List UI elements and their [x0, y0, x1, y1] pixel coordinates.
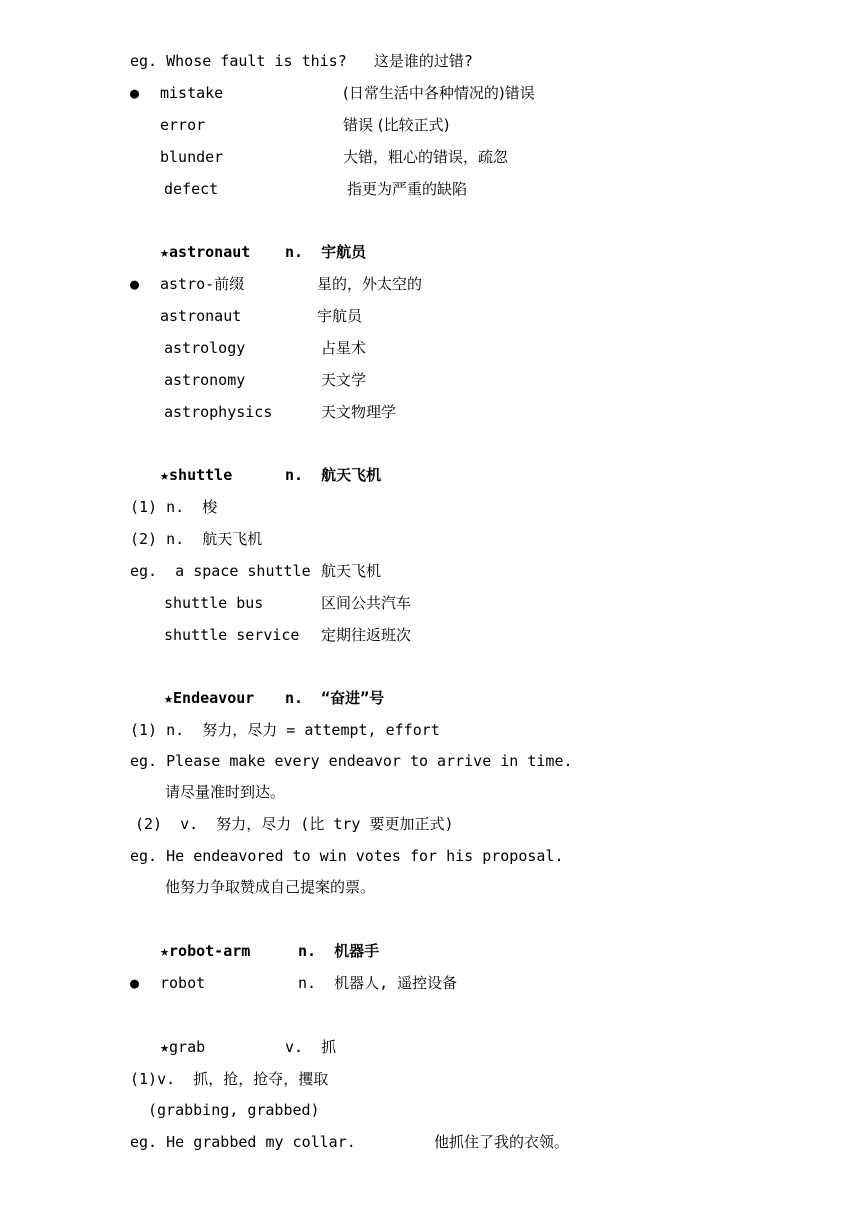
- sense-shuttle-2: (2) n. 航天飞机: [130, 530, 263, 548]
- bullet-icon: ●: [130, 974, 140, 992]
- meaning-shuttle-bus: 区间公共汽车: [321, 594, 412, 612]
- translation-endeavor-time: 请尽量准时到达。: [165, 783, 286, 801]
- meaning-astrophysics: 天文物理学: [321, 403, 397, 421]
- word-robot: robot: [160, 974, 206, 992]
- pos-robot-arm: n. 机器手: [298, 942, 380, 960]
- pos-shuttle: n. 航天飞机: [285, 466, 382, 484]
- word-astrophysics: astrophysics: [164, 403, 273, 421]
- pos-grab: v. 抓: [285, 1038, 337, 1056]
- meaning-astronomy: 天文学: [321, 371, 367, 389]
- headword-grab: ★grab: [160, 1038, 206, 1056]
- example-endeavor-time: eg. Please make every endeavor to arrive in time.: [130, 752, 573, 770]
- sense-grab-1: (1)v. 抓，抢，抢夺，攫取: [130, 1070, 329, 1088]
- word-astro-prefix: astro-前缀: [160, 275, 245, 293]
- word-defect: defect: [164, 180, 219, 198]
- headword-astronaut: ★astronaut: [160, 243, 251, 261]
- word-astronomy: astronomy: [164, 371, 246, 389]
- word-blunder: blunder: [160, 148, 224, 166]
- word-error: error: [160, 116, 206, 134]
- meaning-robot: n. 机器人, 遥控设备: [298, 974, 458, 992]
- meaning-astro-prefix: 星的，外太空的: [317, 275, 423, 293]
- forms-grab: (grabbing, grabbed): [148, 1101, 320, 1119]
- headword-robot-arm: ★robot-arm: [160, 942, 251, 960]
- meaning-astronaut: 宇航员: [317, 307, 363, 325]
- meaning-space-shuttle: 航天飞机: [321, 562, 382, 580]
- word-astronaut: astronaut: [160, 307, 242, 325]
- sense-endeavour-1: (1) n. 努力，尽力 = attempt, effort: [130, 721, 440, 739]
- translation-endeavored-votes: 他努力争取赞成自己提案的票。: [165, 878, 376, 896]
- bullet-icon: ●: [130, 84, 140, 102]
- word-astrology: astrology: [164, 339, 246, 357]
- meaning-blunder: 大错，粗心的错误，疏忽: [343, 148, 509, 166]
- example-shuttle-service: shuttle service: [164, 626, 300, 644]
- meaning-defect: 指更为严重的缺陷: [347, 180, 468, 198]
- sense-endeavour-2: (2) v. 努力，尽力 (比 try 要更加正式): [135, 815, 454, 833]
- meaning-astrology: 占星术: [321, 339, 367, 357]
- meaning-mistake: (日常生活中各种情况的)错误: [343, 84, 535, 102]
- meaning-shuttle-service: 定期往返班次: [321, 626, 412, 644]
- word-mistake: mistake: [160, 84, 224, 102]
- meaning-error: 错误 (比较正式): [343, 116, 450, 134]
- sense-shuttle-1: (1) n. 梭: [130, 498, 218, 516]
- example-shuttle-bus: shuttle bus: [164, 594, 264, 612]
- example-grabbed-collar: eg. He grabbed my collar.: [130, 1133, 356, 1151]
- pos-astronaut: n. 宇航员: [285, 243, 367, 261]
- example-endeavored-votes: eg. He endeavored to win votes for his proposal.: [130, 847, 564, 865]
- translation-grabbed-collar: 他抓住了我的衣领。: [434, 1133, 570, 1151]
- example-space-shuttle: eg. a space shuttle: [130, 562, 311, 580]
- pos-endeavour: n. “奋进”号: [285, 689, 385, 707]
- headword-shuttle: ★shuttle: [160, 466, 233, 484]
- headword-endeavour: ★Endeavour: [164, 689, 255, 707]
- example-whose-fault: eg. Whose fault is this? 这是谁的过错?: [130, 52, 473, 70]
- bullet-icon: ●: [130, 275, 140, 293]
